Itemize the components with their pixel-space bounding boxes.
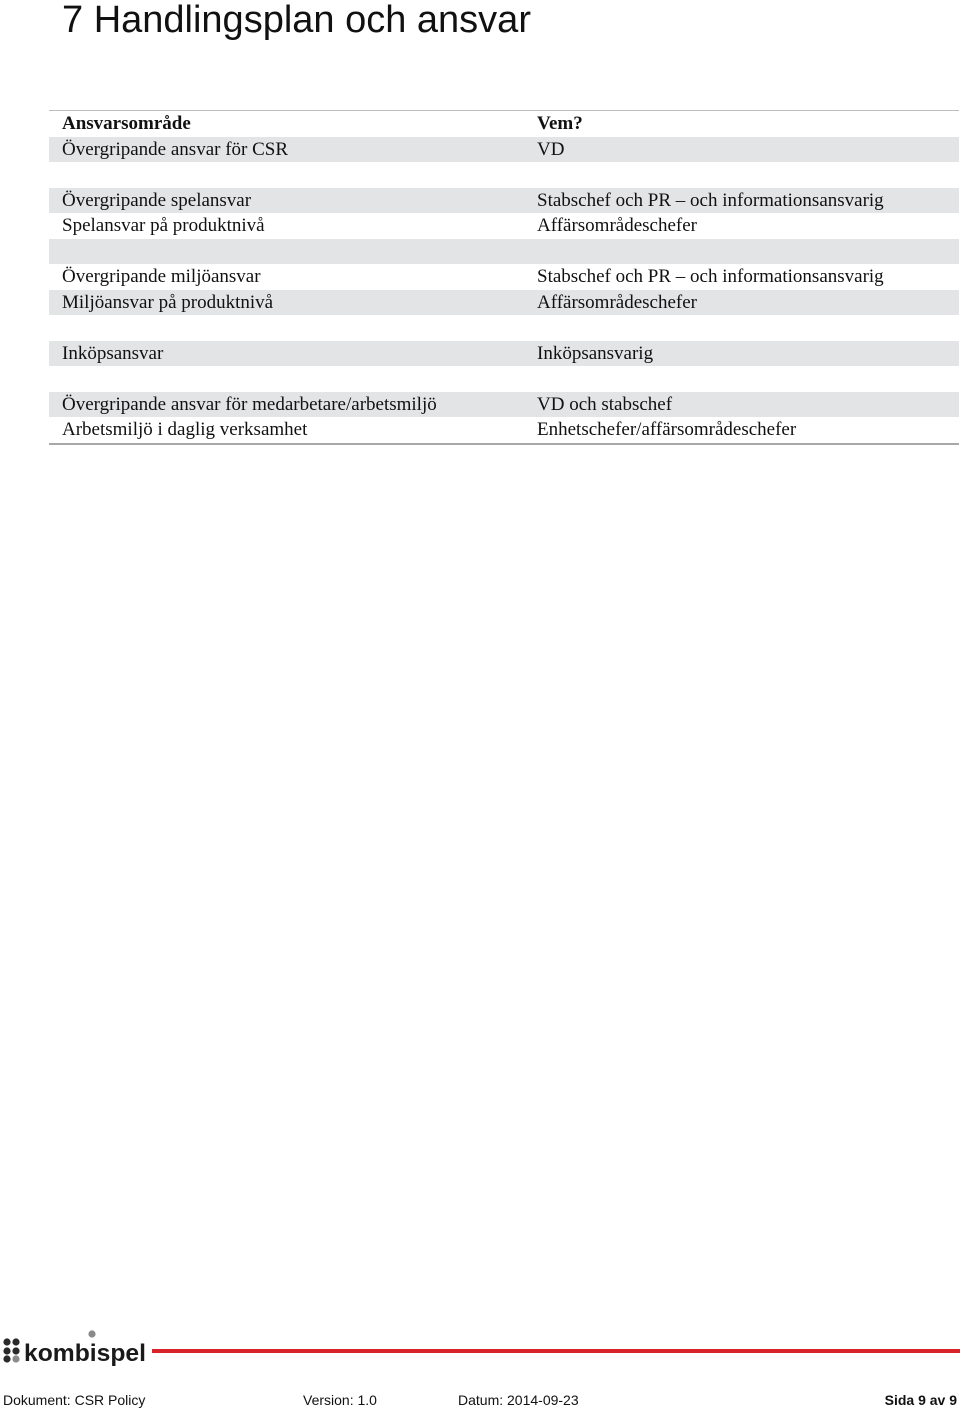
responsibility-table <box>49 110 959 445</box>
logo-dot <box>3 1355 10 1362</box>
table-row <box>49 264 959 290</box>
cell-who: Stabschef och PR – och informationsansvarig <box>537 189 884 211</box>
page-heading: 7 Handlingsplan och ansvar <box>62 0 531 41</box>
cell-area: Arbetsmiljö i daglig verksamhet <box>62 419 308 440</box>
logo-dot <box>3 1347 10 1354</box>
cell-area: Övergripande ansvar för CSR <box>62 138 289 160</box>
footer-document: Dokument: CSR Policy <box>3 1392 146 1408</box>
table-row <box>49 213 959 239</box>
cell-area <box>49 366 537 392</box>
cell-who <box>537 366 959 392</box>
cell-area: Inköpsansvar <box>62 342 164 364</box>
cell-who: VD och stabschef <box>537 393 673 415</box>
cell-who: Enhetschefer/affärsområdeschefer <box>537 419 797 440</box>
table-row <box>49 137 959 163</box>
cell-area: Spelansvar på produktnivå <box>62 215 265 236</box>
table-row <box>49 188 959 214</box>
logo-wordmark: kombispel <box>24 1340 146 1367</box>
kombispel-logo <box>0 1328 960 1368</box>
logo-dot <box>3 1338 10 1345</box>
cell-area <box>49 239 537 265</box>
footer-page-number: Sida 9 av 9 <box>884 1392 957 1408</box>
cell-who: VD <box>537 138 565 160</box>
cell-who: Affärsområdeschefer <box>537 291 698 313</box>
table-row <box>49 366 959 392</box>
table-row <box>49 290 959 316</box>
cell-who <box>537 239 959 265</box>
logo-dot <box>12 1338 19 1345</box>
cell-area: Övergripande miljöansvar <box>62 266 261 287</box>
cell-area: Övergripande ansvar för medarbetare/arbetsmiljö <box>62 393 437 415</box>
footer <box>0 1390 960 1410</box>
logo-dot <box>12 1347 19 1354</box>
cell-area <box>49 162 537 188</box>
cell-who: Stabschef och PR – och informationsansvarig <box>537 266 884 287</box>
table-header-row <box>49 110 959 137</box>
cell-area <box>49 315 537 341</box>
logo-i-dot <box>88 1330 95 1337</box>
cell-who: Inköpsansvarig <box>537 342 654 364</box>
table-row <box>49 315 959 341</box>
footer-version: Version: 1.0 <box>303 1392 377 1408</box>
cell-who <box>537 315 959 341</box>
table-row <box>49 392 959 418</box>
table-row <box>49 417 959 445</box>
table-row <box>49 239 959 265</box>
table-row <box>49 162 959 188</box>
table-body <box>49 137 959 445</box>
cell-who <box>537 162 959 188</box>
footer-accent-line <box>152 1349 960 1353</box>
footer-date: Datum: 2014-09-23 <box>458 1392 579 1408</box>
logo-dot <box>12 1355 19 1362</box>
cell-who: Affärsområdeschefer <box>537 215 698 236</box>
header-area: Ansvarsområde <box>62 113 191 134</box>
table-row <box>49 341 959 367</box>
header-who: Vem? <box>537 113 583 134</box>
cell-area: Miljöansvar på produktnivå <box>62 291 274 313</box>
cell-area: Övergripande spelansvar <box>62 189 252 211</box>
